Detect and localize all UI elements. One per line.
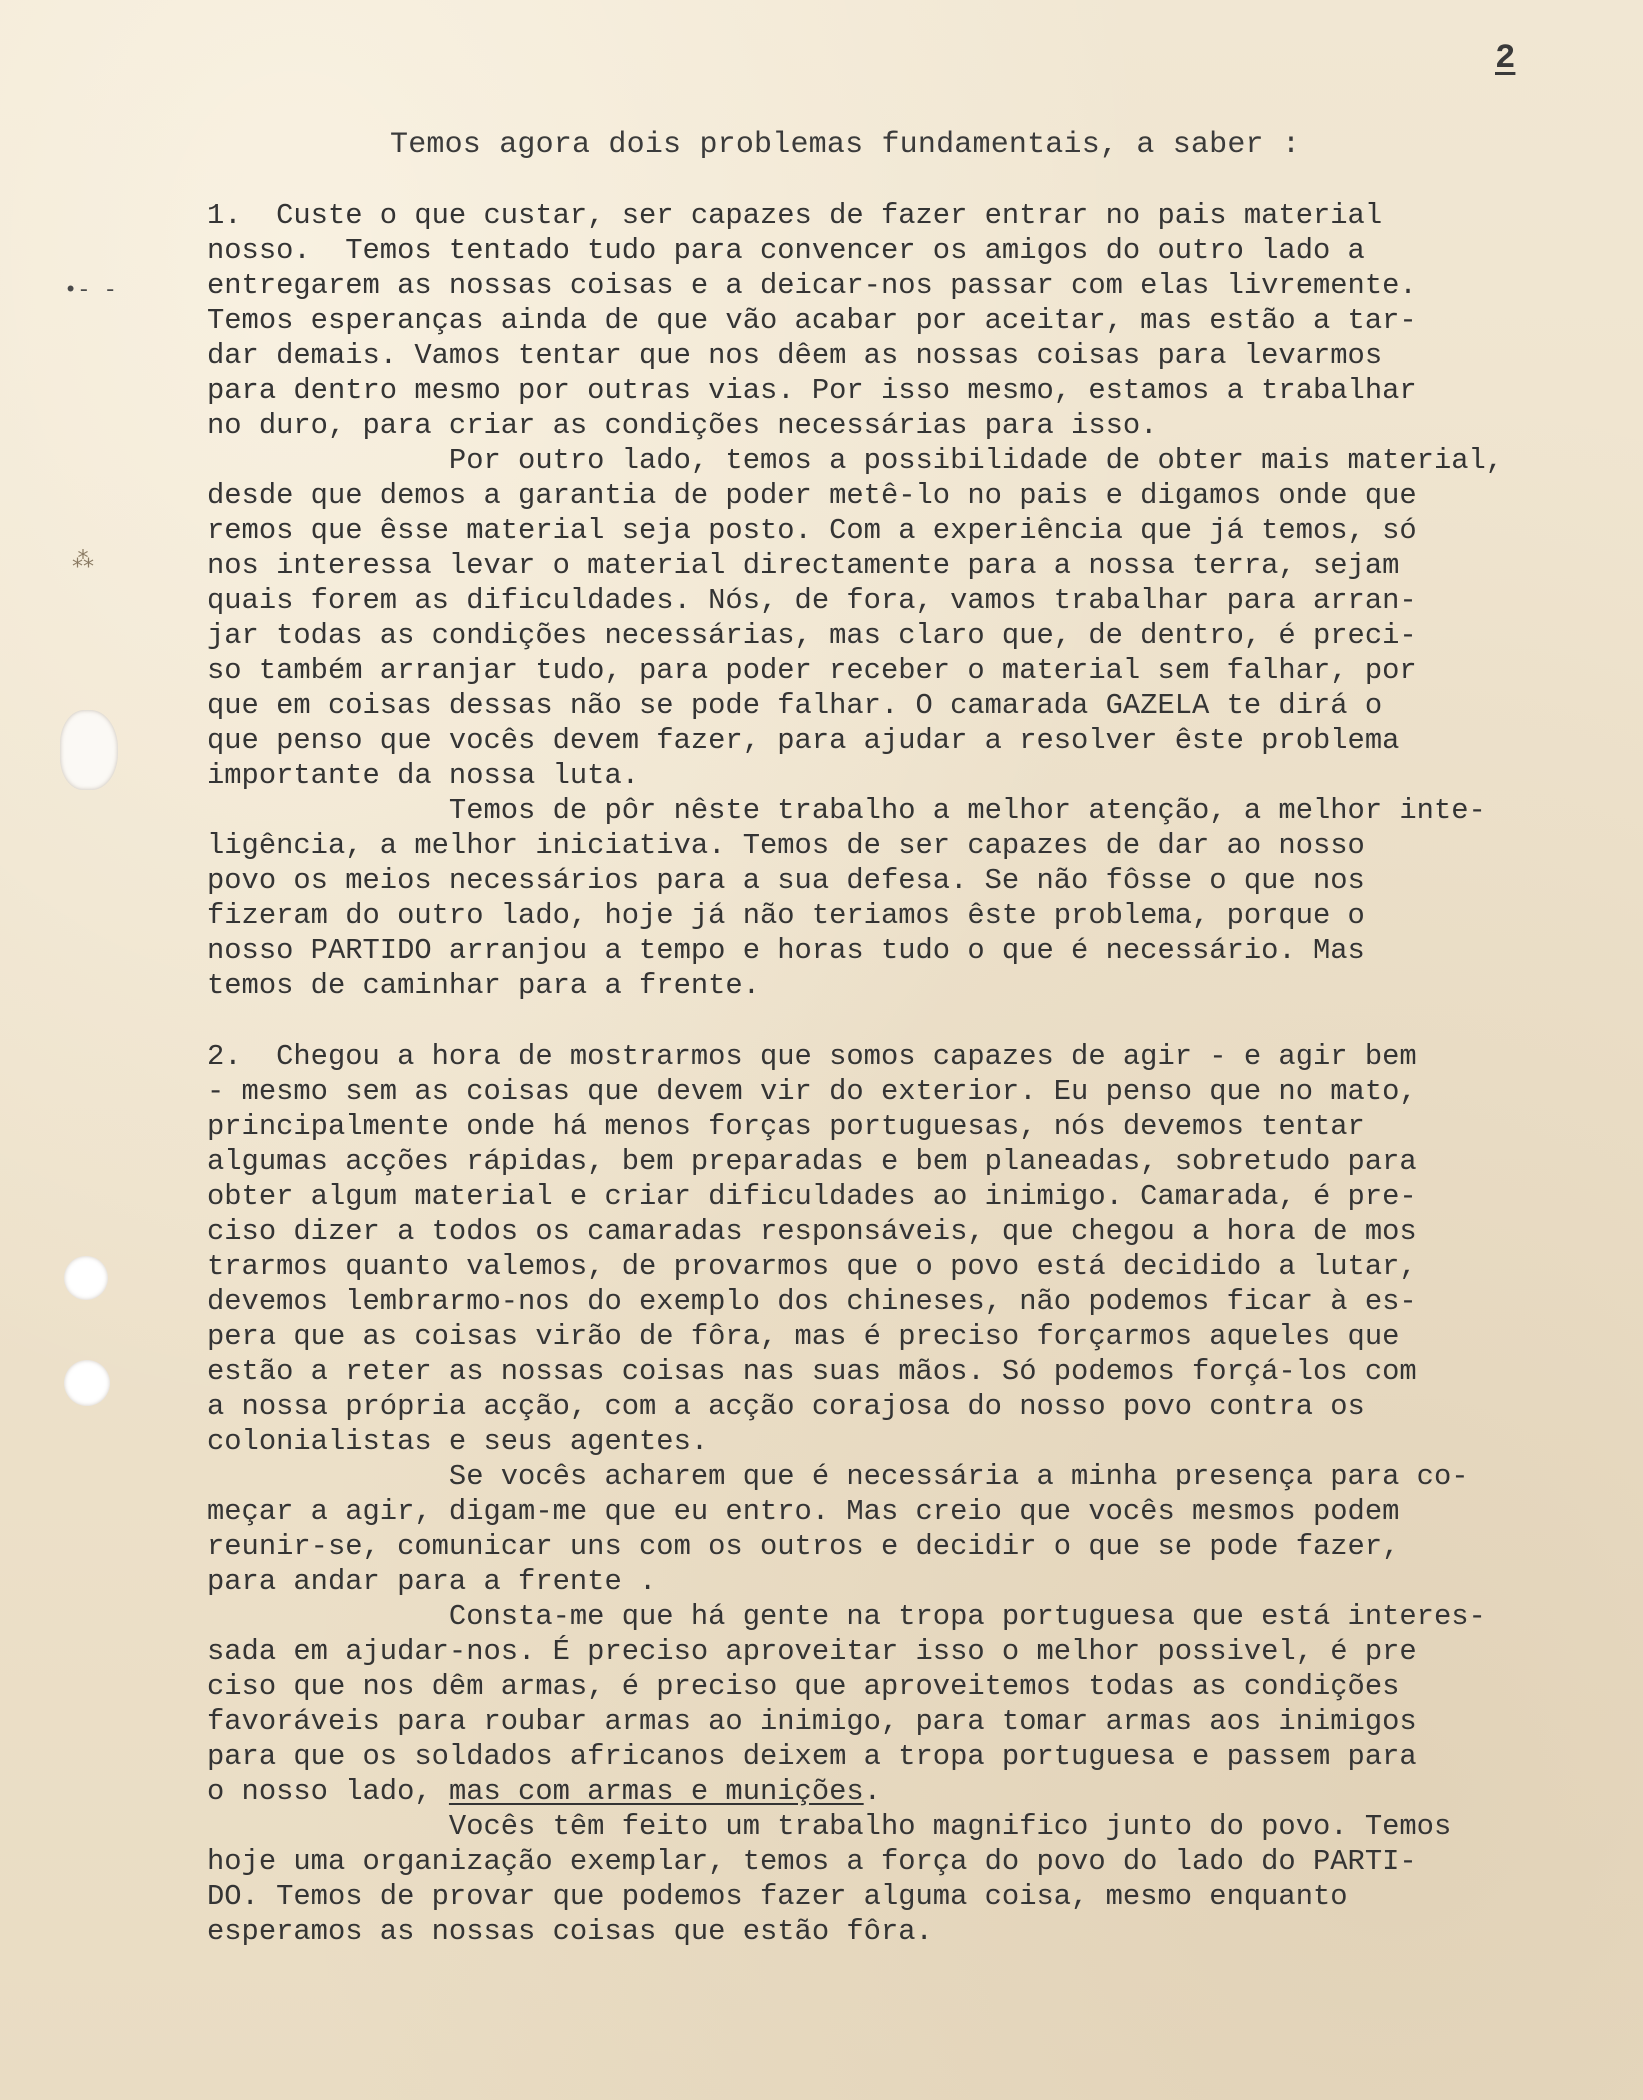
- text-line: fizeram do outro lado, hoje já não teriamos êste problema, porque o: [207, 899, 1365, 932]
- margin-stain-mark: ⁂: [72, 549, 94, 574]
- text-line: nosso PARTIDO arranjou a tempo e horas tudo o que é necessário. Mas: [207, 934, 1365, 967]
- text-line: dar demais. Vamos tentar que nos dêem as nossas coisas para levarmos: [207, 339, 1383, 372]
- line-lead: o nosso lado,: [207, 1775, 449, 1808]
- text-line: Temos de pôr nêste trabalho a melhor atenção, a melhor inte-: [207, 794, 1486, 827]
- text-line: so também arranjar tudo, para poder receber o material sem falhar, por: [207, 654, 1417, 687]
- text-line: DO. Temos de provar que podemos fazer alguma coisa, mesmo enquanto: [207, 1880, 1348, 1913]
- text-line: no duro, para criar as condições necessárias para isso.: [207, 409, 1158, 442]
- text-line: meçar a agir, digam-me que eu entro. Mas creio que vocês mesmos podem: [207, 1495, 1400, 1528]
- text-line: 2. Chegou a hora de mostrarmos que somos capazes de agir - e agir bem: [207, 1040, 1417, 1073]
- section-2: [207, 1039, 1643, 1949]
- text-line: para que os soldados africanos deixem a tropa portuguesa e passem para: [207, 1740, 1417, 1773]
- page-number: 2: [1495, 40, 1516, 78]
- text-line: que penso que vocês devem fazer, para ajudar a resolver êste problema: [207, 724, 1400, 757]
- margin-dash-mark: •‐ ‐: [64, 278, 117, 303]
- text-line: obter algum material e criar dificuldades ao inimigo. Camarada, é pre-: [207, 1180, 1417, 1213]
- text-line: estão a reter as nossas coisas nas suas mãos. Só podemos forçá-los com: [207, 1355, 1417, 1388]
- text-line: quais forem as dificuldades. Nós, de fora, vamos trabalhar para arran-: [207, 584, 1417, 617]
- text-line: nosso. Temos tentado tudo para convencer os amigos do outro lado a: [207, 234, 1365, 267]
- text-line: 1. Custe o que custar, ser capazes de fazer entrar no pais material: [207, 199, 1383, 232]
- punch-hole-upper: [64, 1256, 108, 1300]
- text-line: Temos esperanças ainda de que vão acabar por aceitar, mas estão a tar-: [207, 304, 1417, 337]
- text-line: para dentro mesmo por outras vias. Por isso mesmo, estamos a trabalhar: [207, 374, 1417, 407]
- text-line: desde que demos a garantia de poder metê-lo no pais e digamos onde que: [207, 479, 1417, 512]
- text-line: esperamos as nossas coisas que estão fôra.: [207, 1915, 933, 1948]
- text-line: sada em ajudar-nos. É preciso aproveitar isso o melhor possivel, é pre: [207, 1635, 1417, 1668]
- document-heading: Temos agora dois problemas fundamentais, a saber :: [390, 128, 1301, 162]
- text-line: reunir-se, comunicar uns com os outros e decidir o que se pode fazer,: [207, 1530, 1400, 1563]
- text-line: algumas acções rápidas, bem preparadas e bem planeadas, sobretudo para: [207, 1145, 1417, 1178]
- text-line: devemos lembrarmo-nos do exemplo dos chineses, não podemos ficar à es-: [207, 1285, 1417, 1318]
- text-line-with-underline: [207, 1774, 1643, 1809]
- letter-body: [207, 198, 1643, 1949]
- section-1: [207, 198, 1643, 1003]
- text-line: favoráveis para roubar armas ao inimigo, para tomar armas aos inimigos: [207, 1705, 1417, 1738]
- text-line: a nossa própria acção, com a acção corajosa do nosso povo contra os: [207, 1390, 1365, 1423]
- underlined-phrase: mas com armas e munições: [448, 1775, 864, 1808]
- text-line: ciso que nos dêm armas, é preciso que aproveitemos todas as condições: [207, 1670, 1400, 1703]
- text-line: - mesmo sem as coisas que devem vir do exterior. Eu penso que no mato,: [207, 1075, 1417, 1108]
- text-line: pera que as coisas virão de fôra, mas é preciso forçarmos aqueles que: [207, 1320, 1400, 1353]
- torn-punch-hole: [60, 710, 118, 790]
- text-line: importante da nossa luta.: [207, 759, 640, 792]
- text-line: que em coisas dessas não se pode falhar. O camarada GAZELA te dirá o: [207, 689, 1383, 722]
- section-gap: [207, 1003, 1643, 1039]
- text-line: ligência, a melhor iniciativa. Temos de ser capazes de dar ao nosso: [207, 829, 1365, 862]
- text-line: nos interessa levar o material directamente para a nossa terra, sejam: [207, 549, 1400, 582]
- text-line: povo os meios necessários para a sua defesa. Se não fôsse o que nos: [207, 864, 1365, 897]
- text-line: Vocês têm feito um trabalho magnifico junto do povo. Temos: [207, 1810, 1452, 1843]
- text-line: ciso dizer a todos os camaradas responsáveis, que chegou a hora de mos: [207, 1215, 1417, 1248]
- text-line: colonialistas e seus agentes.: [207, 1425, 709, 1458]
- text-line: para andar para a frente .: [207, 1565, 657, 1598]
- text-line: remos que êsse material seja posto. Com a experiência que já temos, só: [207, 514, 1417, 547]
- text-line: Por outro lado, temos a possibilidade de obter mais material,: [207, 444, 1504, 477]
- text-line: entregarem as nossas coisas e a deicar-nos passar com elas livremente.: [207, 269, 1417, 302]
- text-line: temos de caminhar para a frente.: [207, 969, 760, 1002]
- text-line: trarmos quanto valemos, de provarmos que o povo está decidido a lutar,: [207, 1250, 1417, 1283]
- text-line: jar todas as condições necessárias, mas claro que, de dentro, é preci-: [207, 619, 1417, 652]
- text-line: Se vocês acharem que é necessária a minha presença para co-: [207, 1460, 1469, 1493]
- punch-hole-lower: [64, 1360, 110, 1406]
- text-line: hoje uma organização exemplar, temos a força do povo do lado do PARTI-: [207, 1845, 1417, 1878]
- text-line: Consta-me que há gente na tropa portuguesa que está interes-: [207, 1600, 1486, 1633]
- text-line: principalmente onde há menos forças portuguesas, nós devemos tentar: [207, 1110, 1365, 1143]
- line-tail: .: [863, 1775, 881, 1808]
